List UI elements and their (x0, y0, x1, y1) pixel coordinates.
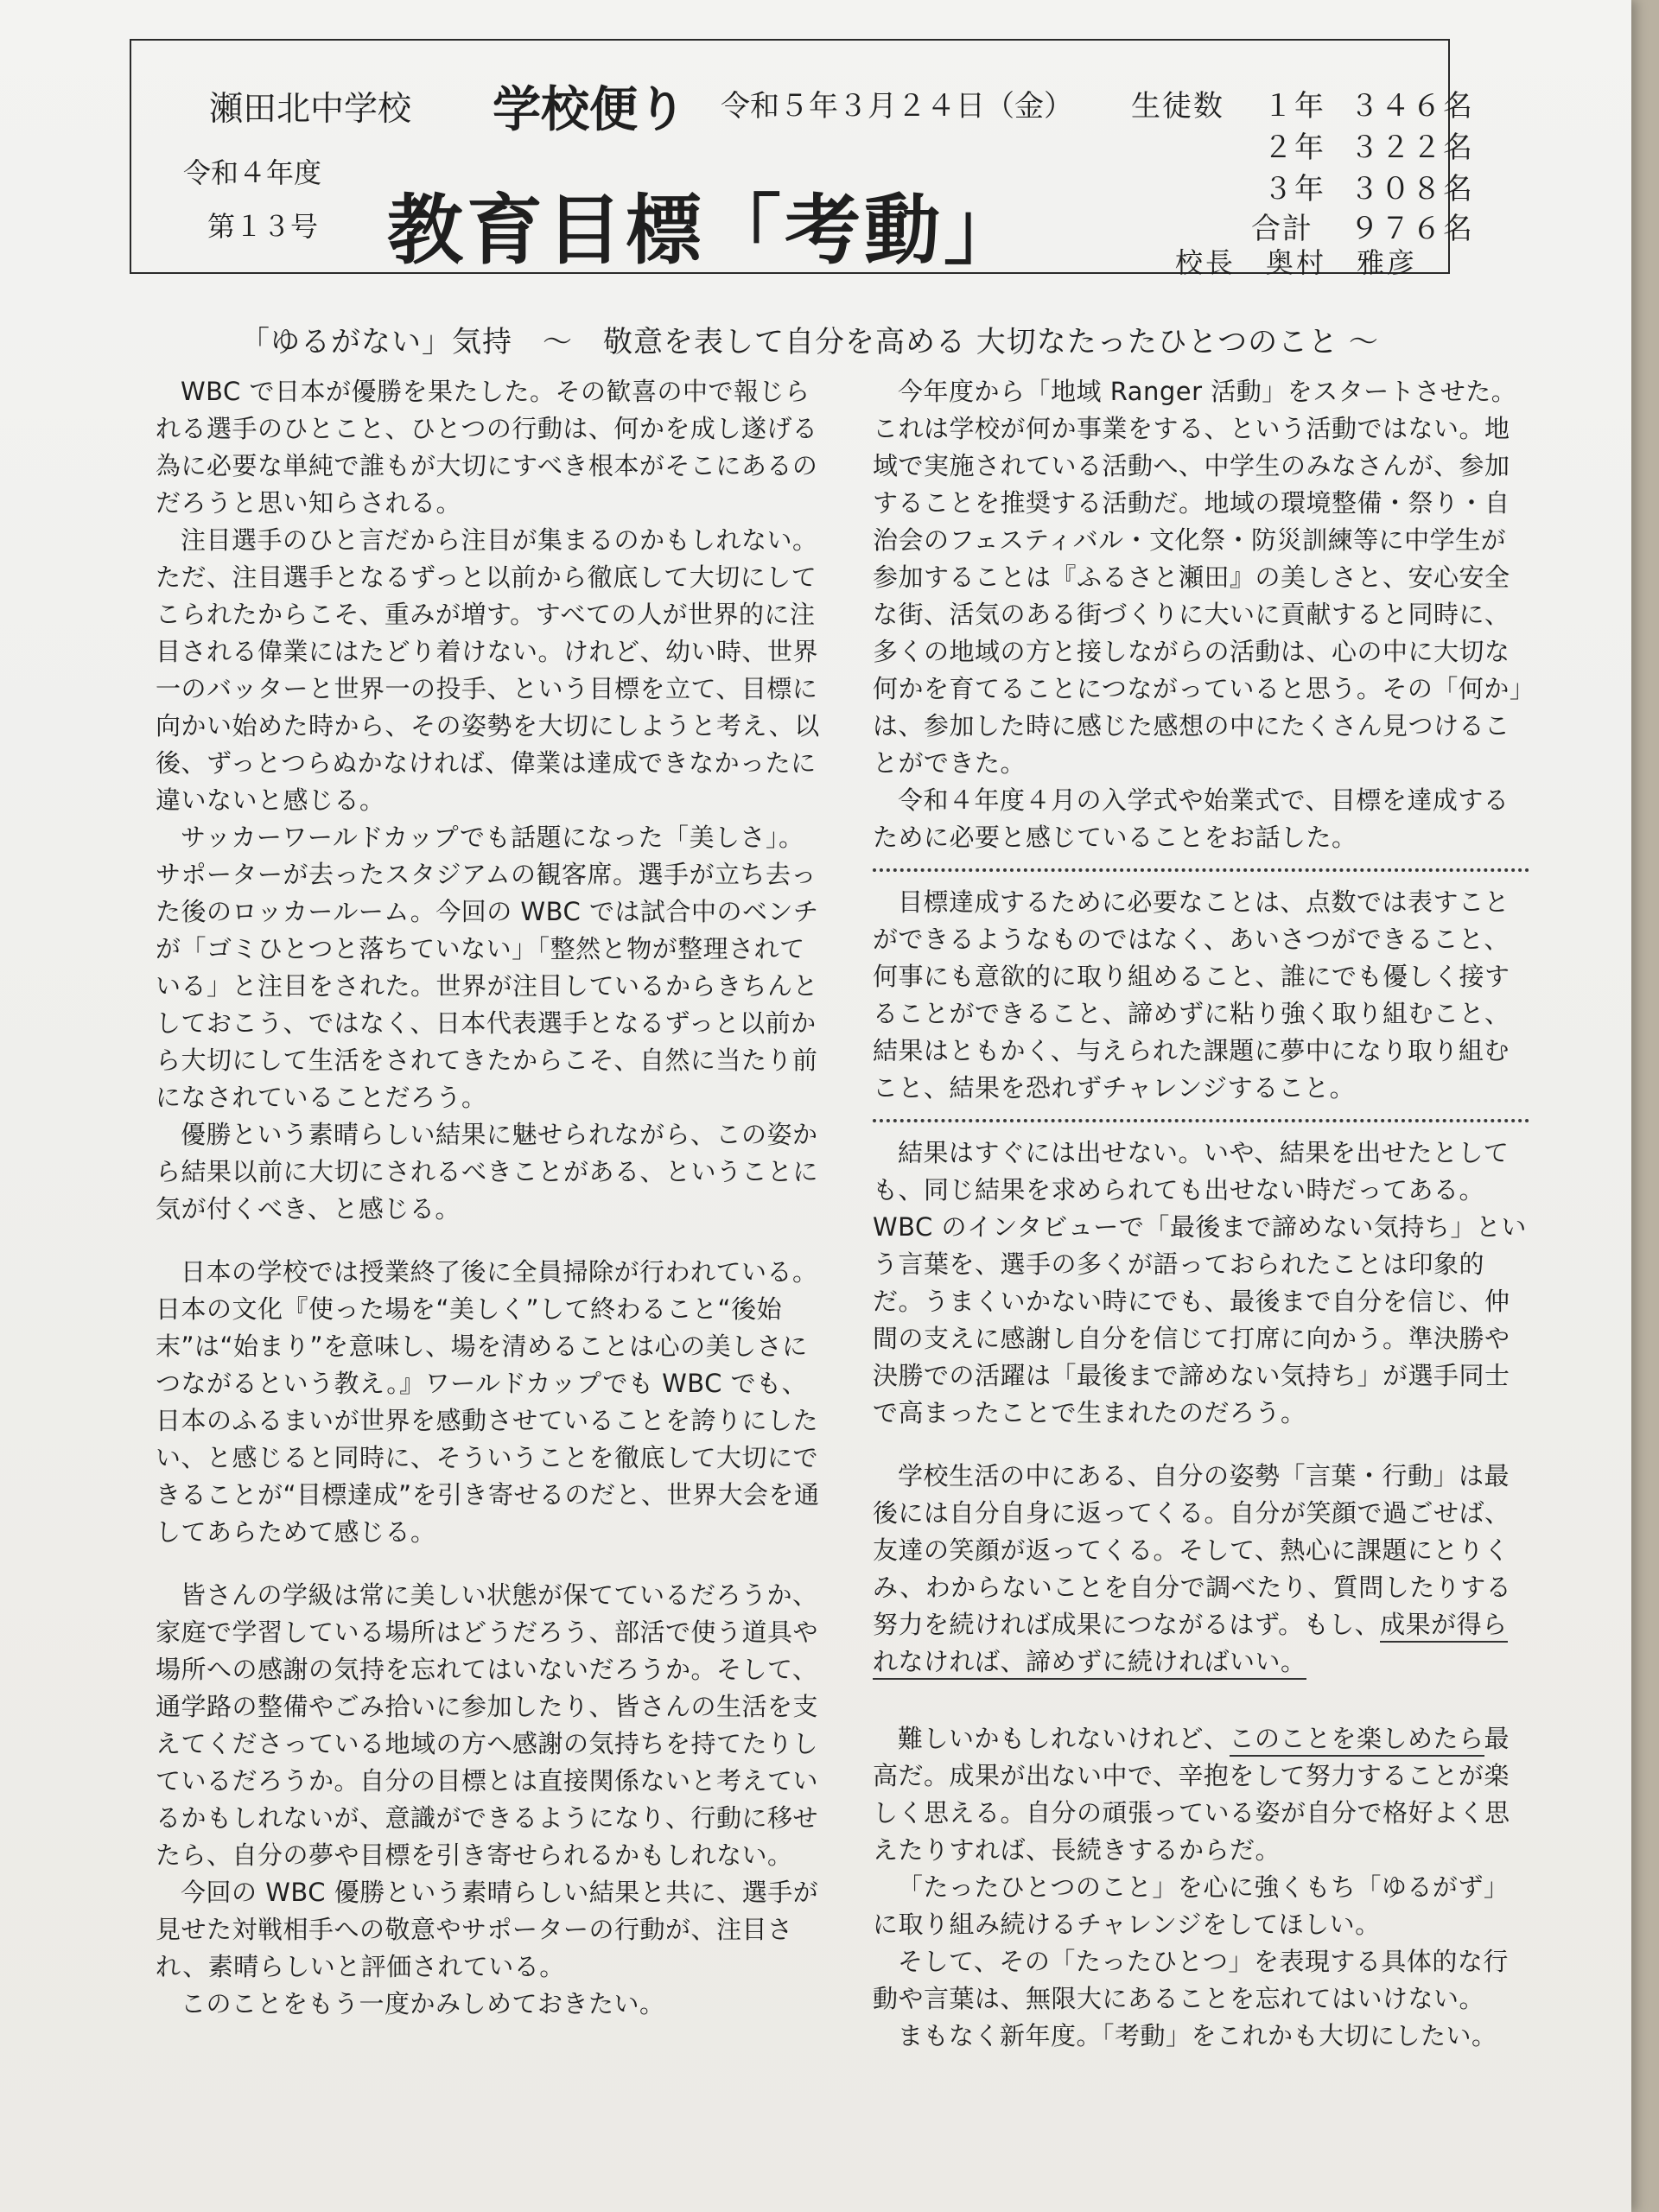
issue-date: 令和５年３月２４日（金） (721, 89, 1073, 124)
enrollment-count: ３０８名 (1350, 172, 1474, 207)
paragraph: 結果はすぐには出せない。いや、結果を出せたとしても、同じ結果を求められても出せない時だってある。WBC のインタビューで「最後まで諦めない気持ち」という言葉を、選手の多くが語っておられたことは印象的だ。うまくいかない時にでも、最後まで自分を信じ、仲間の支えに感謝し自分を信じて打席に向かう。準決勝や決勝での活躍は「最後まで諦めない気持ち」が選手同士で高まったことで生まれたのだろう。 (873, 1138, 1527, 1427)
enrollment-total-label: 合計 (1251, 212, 1313, 246)
enrollment-count: ３２２名 (1350, 130, 1474, 165)
dotted-divider (873, 1119, 1529, 1122)
paragraph: 注目選手のひと言だから注目が集まるのかもしれない。ただ、注目選手となるずっと以前から徹底して大切にしてこられたからこそ、重みが増す。すべての人が世界的に注目される偉業にはたどり着けない。けれど、幼い時、世界一のバッターと世界一の投手、という目標を立て、目標に向かい始めた時から、その姿勢を大切にしようと考え、以後、ずっとつらぬかなければ、偉業は達成できなかったに違いないと感じる。 (156, 525, 820, 815)
underlined-text: このことを楽しめたら (1230, 1724, 1484, 1757)
paragraph (873, 1458, 1529, 1681)
fiscal-year: 令和４年度 (183, 156, 322, 189)
right-column (873, 373, 1529, 2055)
paragraph (873, 1720, 1529, 1869)
paragraph: 今回の WBC 優勝という素晴らしい結果と共に、選手が見せた対戦相手への敬意やサポーターの行動が、注目され、素晴らしいと評価されている。 (156, 1878, 819, 1981)
paragraph: WBC で日本が優勝を果たした。その歓喜の中で報じられる選手のひとこと、ひとつの行動は、何かを成し遂げる為に必要な単純で誰もが大切にすべき根本がそこにあるのだろうと思い知らされる。 (156, 377, 818, 518)
school-name: 瀬田北中学校 (209, 90, 412, 129)
boxed-paragraph: 目標達成するために必要なことは、点数では表すことができるようなものではなく、あいさつができること、何事にも意欲的に取り組めること、誰にでも優しく接することができること、諦めずに粘り強く取り組むこと、結果はともかく、与えられた課題に夢中になり取り組むこと、結果を恐れずチャレンジすること。 (873, 887, 1510, 1103)
text: 最高だ。成果が出ない中で、辛抱をして努力することが楽しく思える。自分の頑張っている姿が自分で格好よく思えたりすれば、長続きするからだ。 (873, 1724, 1510, 1865)
enrollment-total-count: ９７６名 (1350, 212, 1474, 246)
paragraph: 令和４年度４月の入学式や始業式で、目標を達成するために必要と感じていることをお話した。 (873, 785, 1510, 852)
enrollment-label: 生徒数 (1131, 89, 1224, 124)
paragraph: 優勝という素晴らしい結果に魅せられながら、この姿から結果以前に大切にされるべきことがある、ということに気が付くべき、と感じる。 (156, 1120, 819, 1224)
paragraph: サッカーワールドカップでも話題になった「美しさ」。サポーターが去ったスタジアムの観客席。選手が立ち去った後のロッカールーム。今回の WBC では試合中のベンチが「ゴミひとつと落ちていない」「整然と物が整理されている」と注目をされた。世界が注目しているからきちんとしておこう、ではなく、日本代表選手となるずっと以前から大切にして生活をされてきたからこそ、自然に当たり前になされていることだろう。 (156, 823, 819, 1112)
article-headline: 「ゆるがない」気持 ～ 敬意を表して自分を高める 大切なたったひとつのこと ～ (240, 325, 1379, 359)
paragraph: まもなく新年度。「考動」をこれかも大切にしたい。 (898, 2021, 1497, 2050)
masthead (130, 39, 1474, 279)
paragraph: そして、その「たったひとつ」を表現する具体的な行動や言葉は、無限大にあることを忘れてはいけない。 (873, 1947, 1509, 2013)
enrollment-grade: ２年 (1263, 130, 1325, 165)
text: 学校生活の中にある、自分の姿勢「言葉・行動」は最後には自分自身に返ってくる。自分が笑顔で過ごせば、友達の笑顔が返ってくる。そして、熱心に課題にとりくみ、わからないことを自分で調べたり、質問したりする努力を続ければ成果につながるはず。もし、 (873, 1461, 1512, 1639)
paragraph: 「たったひとつのこと」を心に強くもち「ゆるがず」に取り組み続けるチャレンジをしてほしい。 (873, 1872, 1510, 1939)
education-motto: 教育目標「考動」 (387, 185, 1024, 275)
enrollment-grade: １年 (1263, 89, 1325, 124)
text: 難しいかもしれないけれど、 (898, 1724, 1230, 1753)
paragraph: 日本の学校では授業終了後に全員掃除が行われている。日本の文化『使った場を“美しく”して終わること“後始末”は“始まり”を意味し、場を清めることは心の美しさにつながるという教え。』ワールドカップでも WBC でも、日本のふるまいが世界を感動させていることを誇りにしたい、と感じると同時に、そういうことを徹底して大切にできることが“目標達成”を引き寄せるのだと、世界大会を通してあらためて感じる。 (156, 1257, 820, 1547)
paragraph: 皆さんの学級は常に美しい状態が保てているだろうか、家庭で学習している場所はどうだろう、部活で使う道具や場所への感謝の気持を忘れてはいないだろうか。そして、通学路の整備やごみ拾いに参加したり、皆さんの生活を支えてくださっている地域の方へ感謝の気持ちを持てたりしているだろうか。自分の目標とは直接関係ないと考えているかもしれないが、意識ができるようになり、行動に移せたら、自分の夢や目標を引き寄せられるかもしれない。 (156, 1580, 819, 1870)
dotted-divider (873, 868, 1529, 872)
enrollment-grade: ３年 (1263, 172, 1325, 207)
left-column (156, 373, 821, 2023)
paragraph: 今年度から「地域 Ranger 活動」をスタートさせた。これは学校が何か事業をする、という活動ではない。地域で実施されている活動へ、中学生のみなさんが、参加することを推奨する活動だ。地域の環境整備・祭り・自治会のフェスティバル・文化祭・防災訓練等に中学生が参加することは『ふるさと瀬田』の美しさと、安心安全な街、活気のある街づくりに大いに貢献すると同時に、多くの地域の方と接しながらの活動は、心の中に大切な何かを育てることにつながっていると思う。その「何か」は、参加した時に感じた感想の中にたくさん見つけることができた。 (873, 377, 1522, 778)
enrollment-count: ３４６名 (1350, 89, 1474, 124)
underlined-text: 成果が得られなければ、諦めずに続ければいい。 (873, 1610, 1508, 1680)
principal-name: 校長 奥村 雅彦 (1175, 246, 1418, 279)
paragraph: このことをもう一度かみしめておきたい。 (181, 1989, 665, 2018)
issue-number: 第１３号 (207, 210, 319, 243)
newsletter-title: 学校便り (493, 81, 686, 138)
